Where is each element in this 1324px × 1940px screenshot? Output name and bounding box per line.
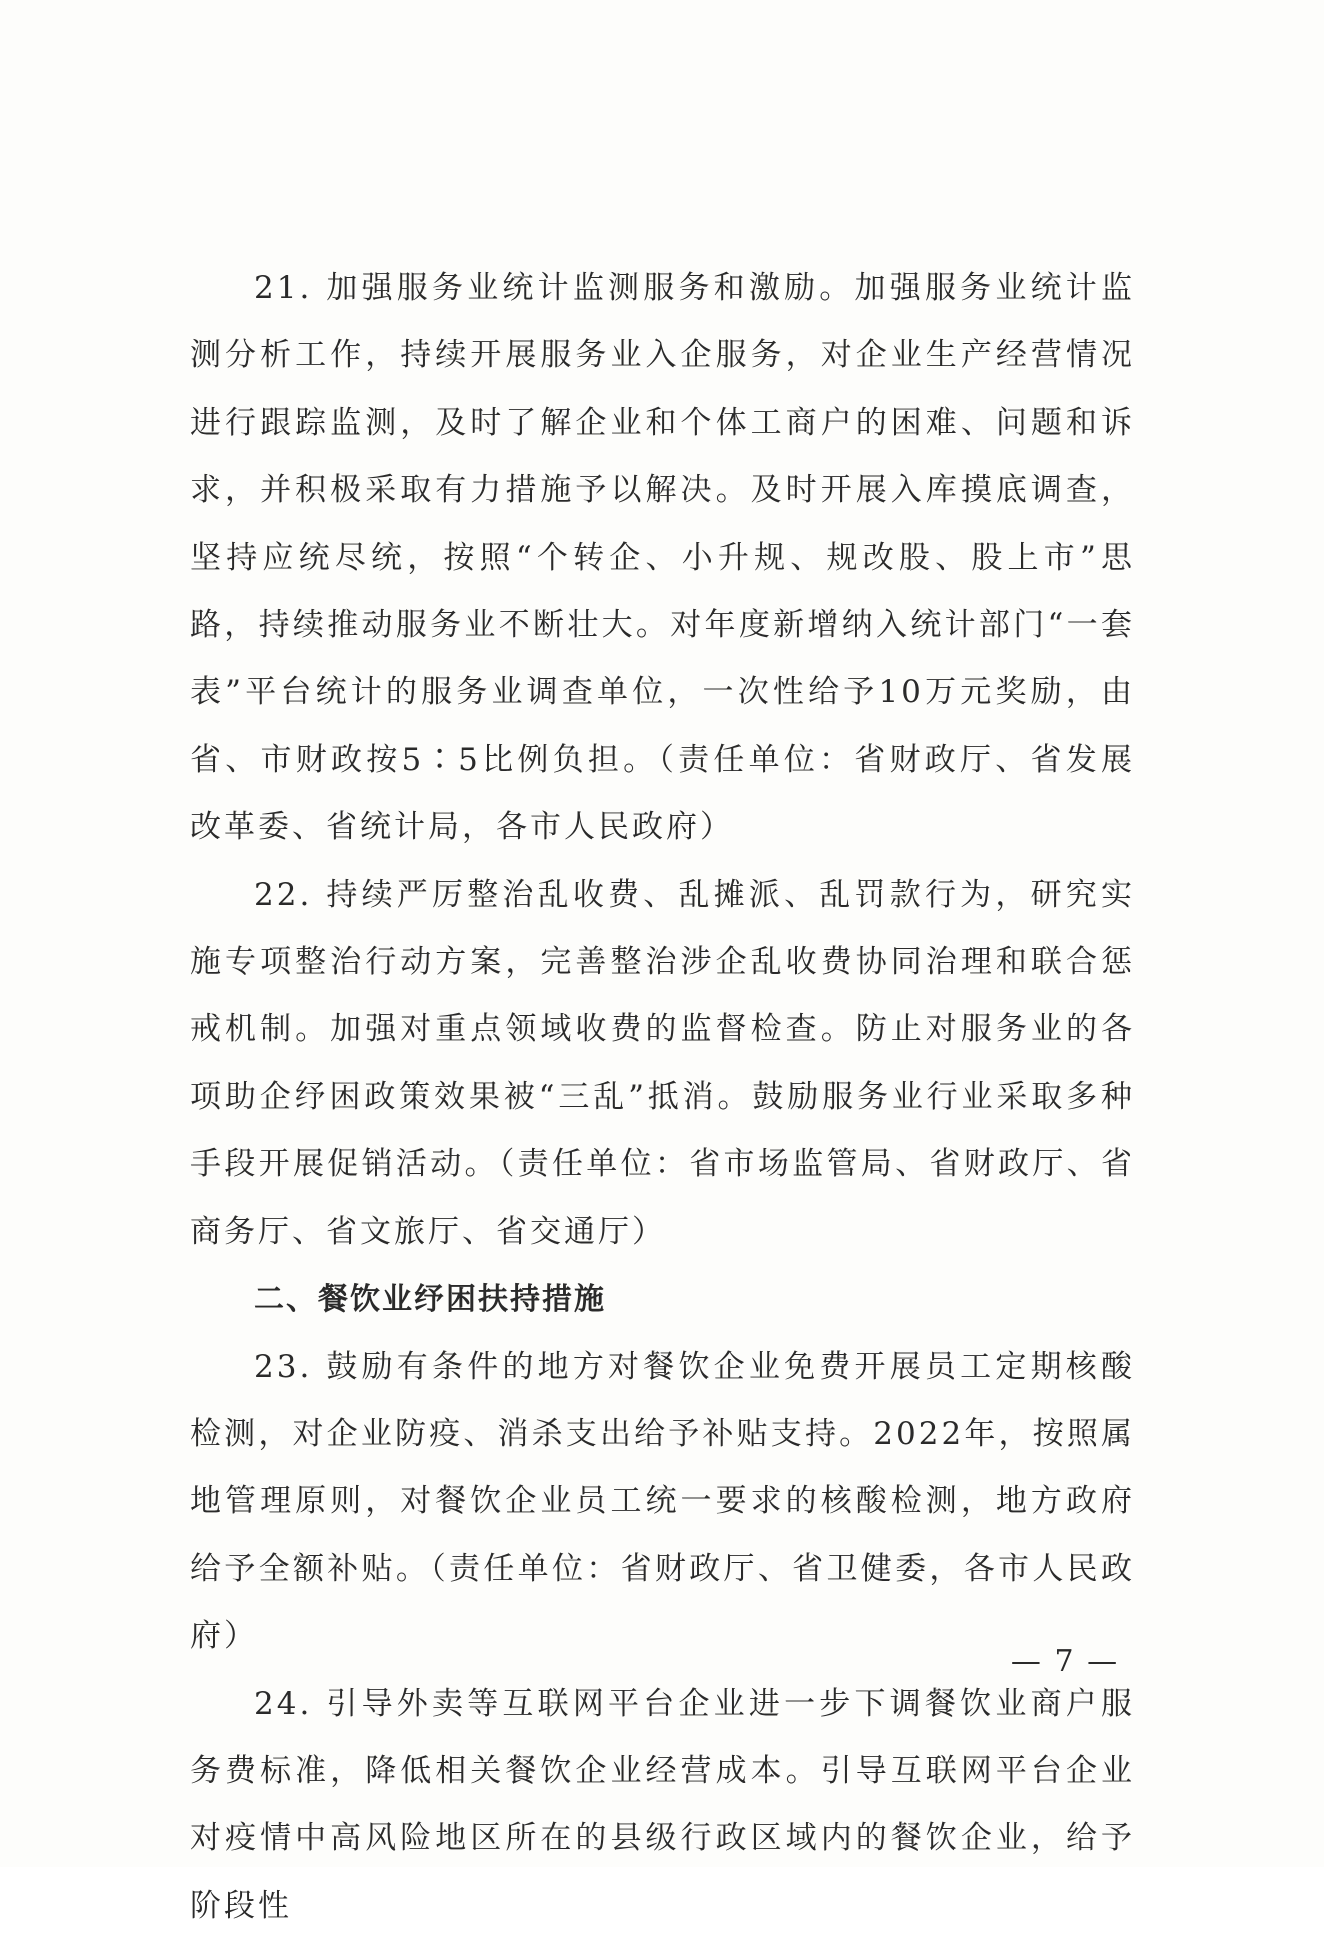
document-body <box>190 255 1135 1940</box>
section-heading: 二、餐饮业纾困扶持措施 <box>254 1282 606 1318</box>
paragraph-23: 23. 鼓励有条件的地方对餐饮企业免费开展员工定期核酸检测，对企业防疫、消杀支出给予补贴支持。2022年，按照属地管理原则，对餐饮企业员工统一要求的核酸检测，地方政府给予全额补贴。（责任单位：省财政厅、省卫健委，各市人民政府） <box>190 1348 1135 1655</box>
paragraph-21: 21. 加强服务业统计监测服务和激励。加强服务业统计监测分析工作，持续开展服务业入企服务，对企业生产经营情况进行跟踪监测，及时了解企业和个体工商户的困难、问题和诉求，并积极采取有力措施予以解决。及时开展入库摸底调查，坚持应统尽统，按照“个转企、小升规、规改股、股上市”思路，持续推动服务业不断壮大。对年度新增纳入统计部门“一套表”平台统计的服务业调查单位，一次性给予10万元奖励，由省、市财政按5∶5比例负担。（责任单位：省财政厅、省发展改革委、省统计局，各市人民政府） <box>190 270 1135 846</box>
paragraph-22: 22. 持续严厉整治乱收费、乱摊派、乱罚款行为，研究实施专项整治行动方案，完善整治涉企乱收费协同治理和联合惩戒机制。加强对重点领域收费的监督检查。防止对服务业的各项助企纾困政策效果被“三乱”抵消。鼓励服务业行业采取多种手段开展促销活动。（责任单位：省市场监管局、省财政厅、省商务厅、省文旅厅、省交通厅） <box>190 876 1135 1250</box>
page-number: — 7 — <box>1010 1644 1120 1679</box>
paragraph-24: 24. 引导外卖等互联网平台企业进一步下调餐饮业商户服务费标准，降低相关餐饮企业经营成本。引导互联网平台企业对疫情中高风险地区所在的县级行政区域内的餐饮企业，给予阶段性 <box>190 1685 1135 1924</box>
